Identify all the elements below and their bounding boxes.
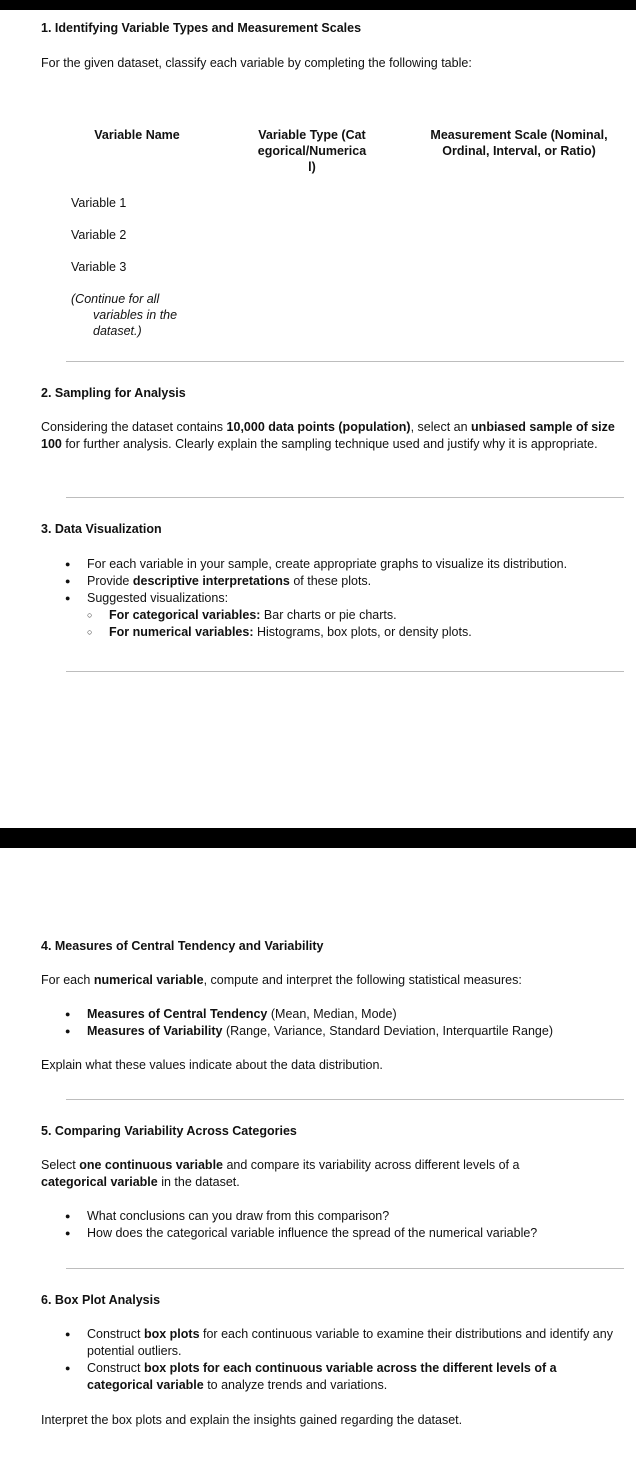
list-item: ● Suggested visualizations: ○ For categorical variables: Bar charts or pie charts. ○ For numerical variables: Histograms, box plots, or density plots. (65, 590, 630, 641)
section-4-bullets (65, 1006, 630, 1040)
list-item: ● How does the categorical variable influence the spread of the numerical variable? (65, 1225, 630, 1242)
page-break-bar (0, 828, 636, 848)
section-2-paragraph: Considering the dataset contains 10,000 data points (population), select an unbiased sample of size 100 for further analysis. Clearly explain the sampling technique used and justify why it is appropriate. (41, 420, 615, 451)
section-5-paragraph: Select one continuous variable and compare its variability across different levels of a categorical variable in the dataset. (41, 1158, 520, 1189)
table-header-measurement-scale: Measurement Scale (Nominal, Ordinal, Interval, or Ratio) (430, 128, 608, 158)
section-4-outro: Explain what these values indicate about the data distribution. (41, 1058, 383, 1072)
section-4-intro: For each numerical variable, compute and interpret the following statistical measures: (41, 973, 522, 987)
list-item: ● Construct box plots for each continuous variable to examine their distributions and identify any potential outliers. (65, 1326, 615, 1360)
section-2-title: 2. Sampling for Analysis (41, 386, 186, 400)
top-black-bar (0, 0, 636, 10)
divider-2 (66, 497, 624, 498)
section-3-title: 3. Data Visualization (41, 522, 162, 536)
table-header-variable-name: Variable Name (94, 128, 180, 142)
section-3-bullets (65, 556, 630, 641)
section-5-title: 5. Comparing Variability Across Categories (41, 1124, 297, 1138)
section-6-bullets (65, 1326, 615, 1394)
section-1-intro: For the given dataset, classify each variable by completing the following table: (41, 56, 472, 70)
section-1-title: 1. Identifying Variable Types and Measurement Scales (41, 21, 362, 35)
divider-1 (66, 361, 624, 362)
table-row-variable-3: Variable 3 (71, 260, 127, 274)
list-item: ● Measures of Central Tendency (Mean, Median, Mode) (65, 1006, 630, 1023)
list-item: ● Provide descriptive interpretations of these plots. (65, 573, 630, 590)
list-item: ○ For categorical variables: Bar charts or pie charts. (87, 607, 630, 624)
section-3-subbullets (87, 607, 630, 641)
section-4-title: 4. Measures of Central Tendency and Variability (41, 939, 324, 953)
list-item: ● What conclusions can you draw from this comparison? (65, 1208, 630, 1225)
table-continue-note: (Continue for all variables in the dataset.) (71, 292, 178, 338)
table-header-variable-type: Variable Type (Categorical/Numerical) (257, 128, 367, 174)
table-row-variable-2: Variable 2 (71, 228, 127, 242)
section-6-title: 6. Box Plot Analysis (41, 1293, 161, 1307)
table-row-variable-1: Variable 1 (71, 196, 127, 210)
section-5-questions (65, 1208, 630, 1242)
divider-3 (66, 671, 624, 672)
list-item: ● For each variable in your sample, create appropriate graphs to visualize its distribution. (65, 556, 630, 573)
section-6-outro: Interpret the box plots and explain the insights gained regarding the dataset. (41, 1413, 463, 1427)
list-item: ○ For numerical variables: Histograms, box plots, or density plots. (87, 624, 630, 641)
divider-4 (66, 1099, 624, 1100)
list-item: ● Measures of Variability (Range, Variance, Standard Deviation, Interquartile Range) (65, 1023, 630, 1040)
divider-5 (66, 1268, 624, 1269)
list-item: ● Construct box plots for each continuous variable across the different levels of a categorical variable to analyze trends and variations. (65, 1360, 615, 1394)
